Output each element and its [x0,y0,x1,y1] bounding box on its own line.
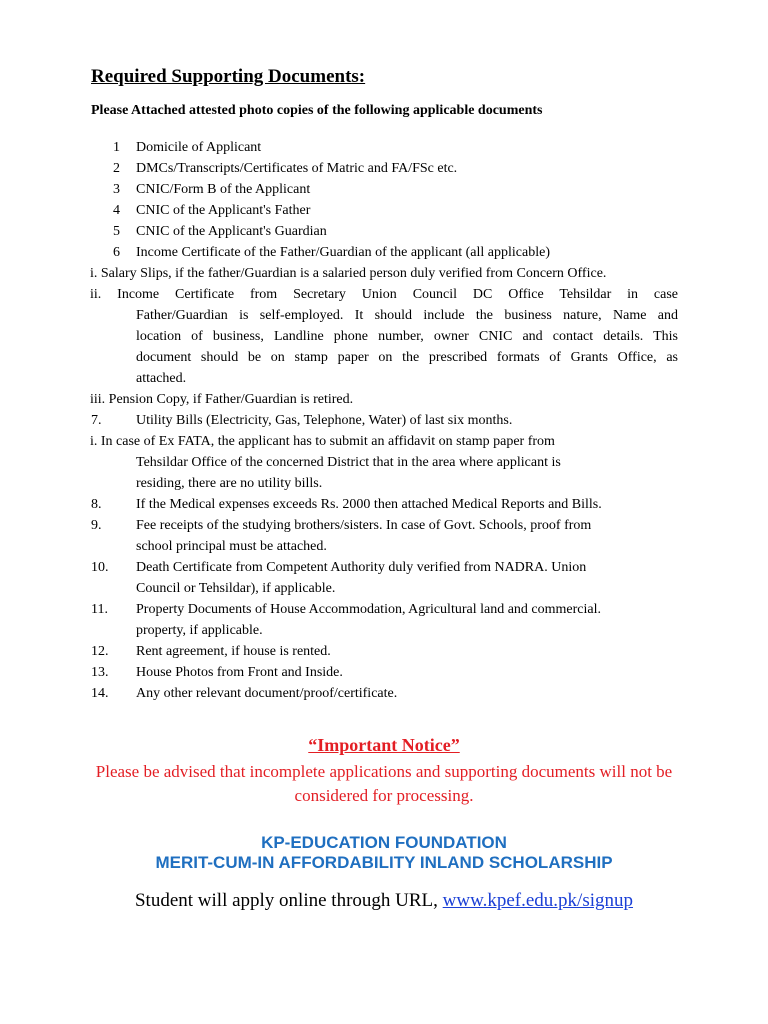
list-subitem [90,284,678,389]
item-text: Council or Tehsildar), if applicable. [136,581,336,596]
subitem-text: i. Salary Slips, if the father/Guardian is a salaried person duly verified from Concern Office. [90,266,607,281]
list-subitem [90,263,678,284]
organization-name: KP-EDUCATION FOUNDATION [261,833,507,852]
item-text: school principal must be attached. [136,539,327,554]
item-text: If the Medical expenses exceeds Rs. 2000 then attached Medical Reports and Bills. [136,497,602,512]
item-text: CNIC of the Applicant's Guardian [136,224,327,239]
item-text: Property Documents of House Accommodation, Agricultural land and commercial. [136,602,601,617]
subitem-text: Father/Guardian is self-employed. It should include the business nature, Name and [136,308,678,323]
apply-online-text: Student will apply online through URL, [134,890,443,911]
subitem-text: location of business, Landline phone number, owner CNIC and contact details. This [136,329,678,344]
item-text: Domicile of Applicant [136,140,262,155]
item-number: 10. [91,560,109,575]
item-number: 2 [113,161,120,176]
subitem-text: i. In case of Ex FATA, the applicant has to submit an affidavit on stamp paper from [90,434,555,449]
item-text: Rent agreement, if house is rented. [136,644,331,659]
apply-online-line [0,890,768,912]
item-text: Death Certificate from Competent Authority duly verified from NADRA. Union [136,560,587,575]
item-text: CNIC of the Applicant's Father [136,203,311,218]
item-text: Fee receipts of the studying brothers/sisters. In case of Govt. Schools, proof from [136,518,592,533]
important-notice-title: “Important Notice” [308,735,460,755]
item-number: 3 [113,182,120,197]
item-number: 13. [91,665,109,680]
subitem-text: ii. Income Certificate from Secretary Union Council DC Office Tehsildar in case [90,287,678,302]
item-text: property, if applicable. [136,623,263,638]
item-text: CNIC/Form B of the Applicant [136,182,311,197]
subitem-text: iii. Pension Copy, if Father/Guardian is retired. [90,392,354,407]
item-number: 4 [113,203,120,218]
item-text: DMCs/Transcripts/Certificates of Matric and FA/FSc etc. [136,161,458,176]
subitem-text: attached. [136,371,187,386]
scholarship-program-name: MERIT-CUM-IN AFFORDABILITY INLAND SCHOLARSHIP [155,853,613,872]
item-text: Any other relevant document/proof/certificate. [136,686,398,701]
item-number: 12. [91,644,109,659]
item-number: 6 [113,245,120,260]
subitem-text: document should be on stamp paper on the prescribed formats of Grants Office, as [136,350,678,365]
subitem-text: residing, there are no utility bills. [136,476,323,491]
list-subitem [90,389,678,410]
item-number: 14. [91,686,109,701]
list-subitem [90,431,678,494]
signup-link[interactable]: www.kpef.edu.pk/signup [442,890,633,911]
instructions-subheading: Please Attached attested photo copies of the following applicable documents [91,103,543,118]
item-number: 11. [91,602,108,617]
item-number: 1 [113,140,120,155]
item-text: Utility Bills (Electricity, Gas, Telephone, Water) of last six months. [136,413,513,428]
item-number: 7. [91,413,102,428]
item-text: House Photos from Front and Inside. [136,665,343,680]
item-number: 5 [113,224,120,239]
item-number: 9. [91,518,102,533]
item-number: 8. [91,497,102,512]
important-notice-body: Please be advised that incomplete applications and supporting documents will not be considered for processing. [95,762,673,805]
subitem-text: Tehsildar Office of the concerned District that in the area where applicant is [136,455,561,470]
item-text: Income Certificate of the Father/Guardian of the applicant (all applicable) [136,245,550,260]
page-heading: Required Supporting Documents: [91,66,366,87]
